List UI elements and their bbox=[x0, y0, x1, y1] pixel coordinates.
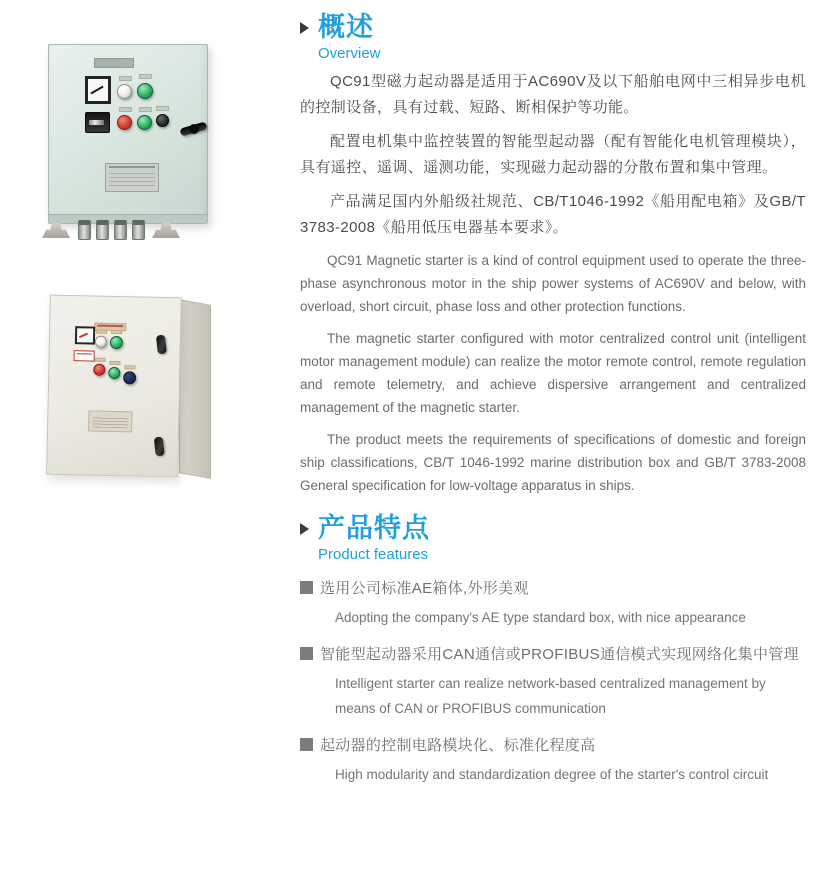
cabinet-panel bbox=[48, 44, 208, 224]
warning-label bbox=[74, 350, 95, 361]
feature-item bbox=[300, 643, 806, 721]
overview-titles bbox=[318, 12, 381, 63]
feature-bullet-icon bbox=[300, 647, 313, 660]
button-label-tag bbox=[124, 365, 135, 369]
nameplate bbox=[105, 163, 159, 192]
start-button-green bbox=[108, 367, 120, 379]
overview-paragraph-en-1: QC91 Magnetic starter is a kind of control equipment used to operate the three-phase asynchronous motor in the ship power systems of AC690V and below, with overload, short circuit, phase loss and other protection functions. bbox=[300, 253, 806, 314]
cable-gland bbox=[132, 220, 145, 240]
indicator-lamp-white bbox=[95, 336, 107, 348]
button-label-tag bbox=[109, 361, 120, 365]
start-button-green bbox=[137, 115, 152, 130]
nameplate-text-lines bbox=[109, 170, 155, 188]
reset-button-navy bbox=[123, 371, 136, 384]
cabinet-bottom-edge bbox=[49, 214, 207, 223]
circuit-breaker bbox=[85, 112, 110, 133]
starter-cabinet-front-photo bbox=[48, 44, 208, 246]
section-marker-icon bbox=[300, 22, 309, 34]
overview-paragraph-en-3: The product meets the requirements of specifications of domestic and foreign ship classifications, CB/T 1046-1992 marine distribution box and GB/T 3783-2008 General specification for low-voltage apparatus in ships. bbox=[300, 432, 806, 493]
feature-text-cn: 起动器的控制电路模块化、标准化程度高 bbox=[320, 737, 596, 754]
starter-cabinet-perspective-photo bbox=[46, 286, 216, 488]
button-label-tag bbox=[95, 358, 106, 362]
features-section-header bbox=[300, 513, 806, 564]
meter-needle-icon bbox=[90, 86, 103, 95]
feature-text-en: Adopting the company's AE type standard box, with nice appearance bbox=[335, 610, 746, 625]
nameplate bbox=[88, 410, 132, 432]
rotary-switch-hub bbox=[189, 124, 199, 134]
ammeter bbox=[75, 326, 95, 344]
overview-paragraph-en-2: The magnetic starter configured with motor centralized control unit (intelligent motor management module) can realize the motor remote control, remote regulation and remote telemetry, and achieve dispersive arrangement and centralized management of the magnetic starter. bbox=[300, 331, 806, 415]
meter-needle-icon bbox=[79, 333, 88, 338]
feature-item bbox=[300, 577, 806, 630]
cable-gland bbox=[114, 220, 127, 240]
feature-item bbox=[300, 734, 806, 787]
door-handle bbox=[156, 335, 167, 355]
ammeter bbox=[85, 76, 111, 104]
overview-title-en: Overview bbox=[318, 45, 381, 62]
cable-gland bbox=[78, 220, 91, 240]
stop-button-red bbox=[93, 364, 105, 376]
features-title-en: Product features bbox=[318, 546, 429, 563]
button-label-tag bbox=[111, 330, 122, 334]
overview-paragraph-cn-2: 配置电机集中监控装置的智能型起动器（配有智能化电机管理模块），具有遥控、遥调、遥测功能，实现磁力起动器的分散布置和集中管理。 bbox=[300, 133, 806, 176]
button-label-tag bbox=[119, 76, 132, 81]
overview-section-header bbox=[300, 12, 806, 63]
features-titles bbox=[318, 513, 430, 564]
feature-cn-row bbox=[300, 643, 806, 664]
section-marker-icon bbox=[300, 523, 309, 535]
feature-bullet-icon bbox=[300, 738, 313, 751]
indicator-lamp-white bbox=[117, 84, 132, 99]
mounting-foot bbox=[152, 223, 180, 238]
stop-button-red bbox=[117, 115, 132, 130]
feature-cn-row bbox=[300, 577, 806, 598]
overview-title-cn: 概述 bbox=[318, 12, 374, 42]
door-handle bbox=[154, 437, 165, 457]
features-title-cn: 产品特点 bbox=[318, 513, 430, 543]
feature-text-en: High modularity and standardization degree of the starter's control circuit bbox=[335, 767, 769, 782]
cable-gland bbox=[96, 220, 109, 240]
nameplate-title-line bbox=[109, 166, 155, 168]
features-section bbox=[300, 513, 806, 787]
content-column bbox=[300, 12, 806, 787]
feature-text-cn: 选用公司标准AE箱体,外形美观 bbox=[320, 580, 529, 597]
reset-button-black bbox=[156, 114, 169, 127]
start-button-green bbox=[110, 336, 123, 349]
breaker-toggle bbox=[89, 120, 104, 125]
panel-title-label bbox=[94, 58, 134, 68]
feature-text-cn: 智能型起动器采用CAN通信或PROFIBUS通信模式实现网络化集中管理 bbox=[320, 646, 799, 663]
button-label-tag bbox=[156, 106, 169, 111]
overview-paragraph-cn-3: 产品满足国内外船级社规范、CB/T1046-1992《船用配电箱》及GB/T 3783-2008《船用低压电器基本要求》。 bbox=[300, 193, 806, 236]
button-label-tag bbox=[96, 330, 107, 334]
button-label-tag bbox=[139, 74, 152, 79]
feature-cn-row bbox=[300, 734, 806, 755]
feature-bullet-icon bbox=[300, 581, 313, 594]
button-label-tag bbox=[139, 107, 152, 112]
nameplate-text-lines bbox=[92, 416, 128, 429]
mounting-foot bbox=[42, 223, 70, 238]
cabinet-side-face bbox=[179, 299, 211, 479]
cabinet-front-face bbox=[46, 295, 182, 478]
start-button-green bbox=[137, 83, 153, 99]
button-label-tag bbox=[119, 107, 132, 112]
rotary-switch bbox=[180, 120, 208, 138]
overview-paragraph-cn-1: QC91型磁力起动器是适用于AC690V及以下船舶电网中三相异步电机的控制设备，具有过载、短路、断相保护等功能。 bbox=[300, 73, 806, 116]
feature-text-en: Intelligent starter can realize network-based centralized management by means of CAN or PROFIBUS communication bbox=[335, 676, 766, 716]
